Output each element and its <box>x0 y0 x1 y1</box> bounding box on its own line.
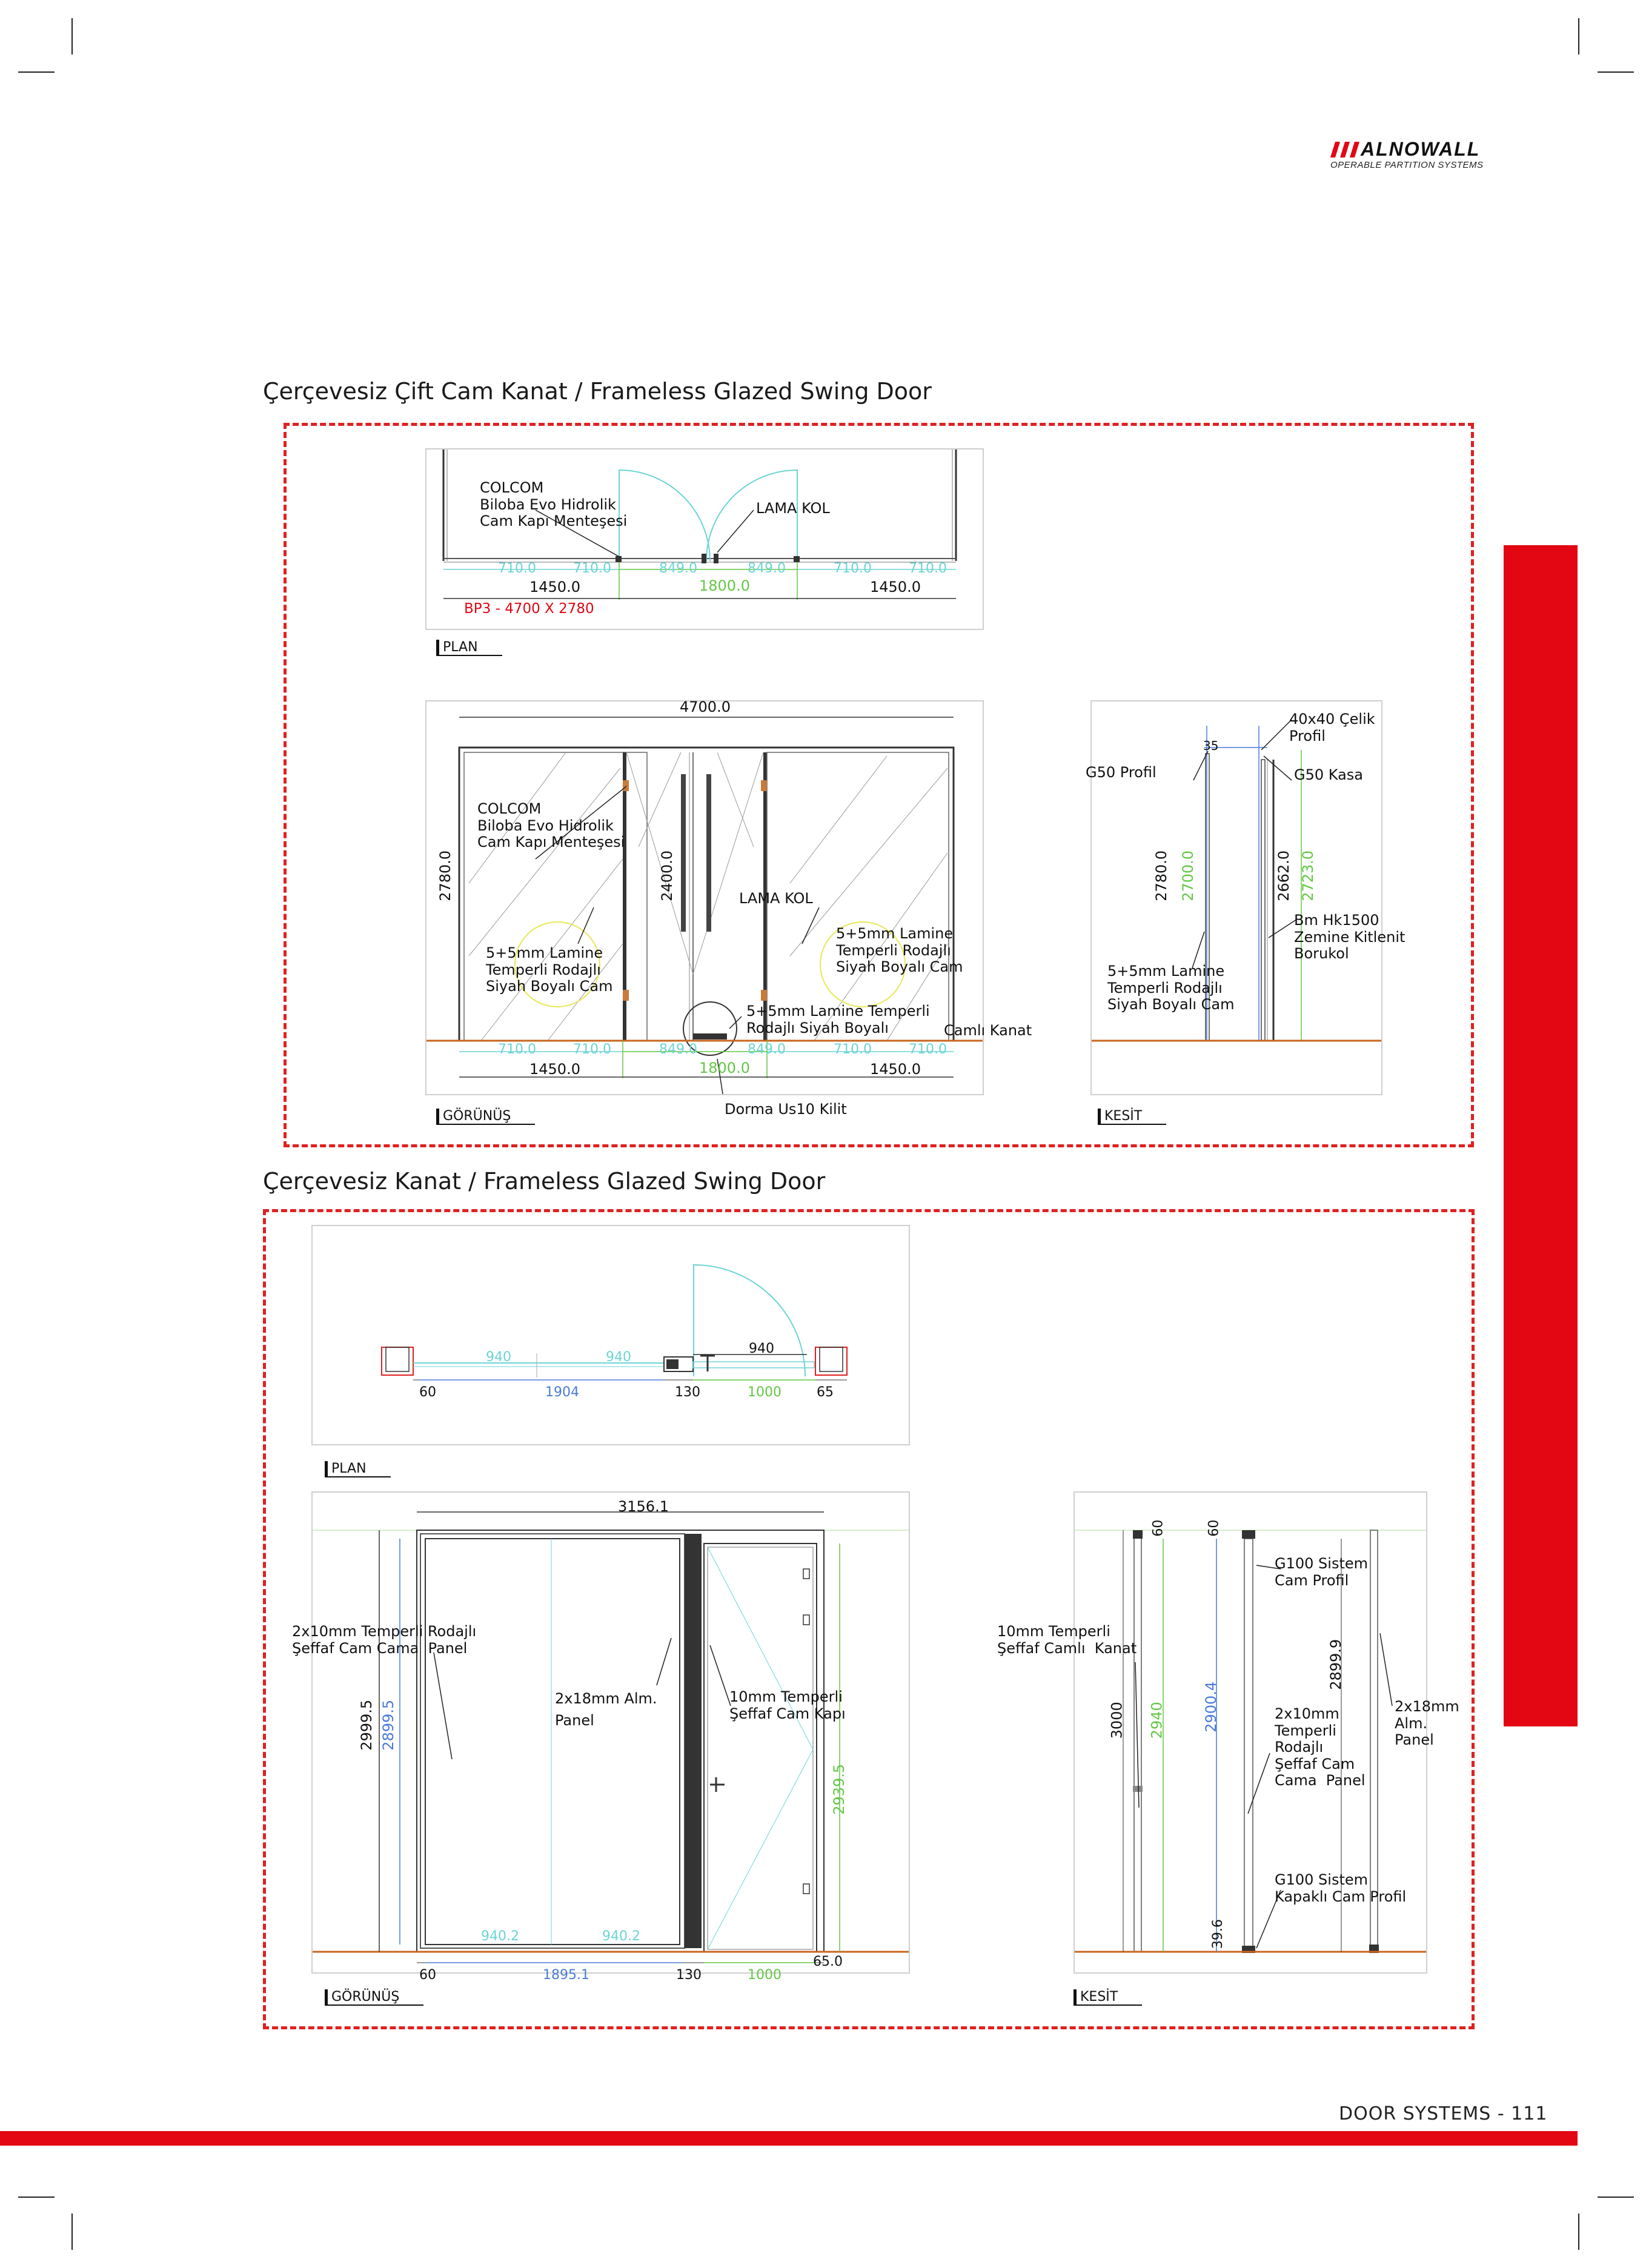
section2-elev-door-note: 10mm Temperli Şeffaf Cam Kapı <box>729 1688 846 1722</box>
section1-kesit-h1: 2780.0 <box>1153 850 1170 901</box>
section1-plan-dim-bottom-3: 1450.0 <box>870 579 921 595</box>
section2-kesit-t1: 60 <box>1150 1519 1166 1537</box>
section2-kesit-t2: 60 <box>1206 1519 1222 1537</box>
section2-elev-alm-note: 2x18mm Alm. Panel <box>555 1690 657 1729</box>
footer-page-label: DOOR SYSTEMS - 111 <box>1339 2103 1548 2124</box>
section1-plan-dim-top-1: 710.0 <box>498 561 536 576</box>
section1-elev-glass-right: 5+5mm Lamine Temperli Rodajlı Siyah Boyalı Cam <box>836 925 963 976</box>
section2-elevation-label: GÖRÜNÜŞ <box>325 1989 423 2006</box>
section1-elev-dim-bottom-2: 1800.0 <box>699 1059 750 1076</box>
logo-tagline: OPERABLE PARTITION SYSTEMS <box>1330 160 1484 170</box>
section2-elev-dim-bottom-3: 130 <box>676 1968 702 1983</box>
section1-elev-dim-top-5: 710.0 <box>834 1042 872 1057</box>
section1-plan-dim-top-3: 849.0 <box>659 561 697 576</box>
section1-kesit-lock-note: Bm Hk1500 Zemine Kitlenit Borukol <box>1294 912 1405 963</box>
section2-plan-dim-top-3: 940 <box>749 1341 774 1356</box>
section2-title: Çerçevesiz Kanat / Frameless Glazed Swing Door <box>263 1168 826 1195</box>
section1-plan-dim-bottom-1: 1450.0 <box>529 579 580 595</box>
section1-kesit-h2: 2700.0 <box>1180 850 1197 901</box>
section2-elev-dim-bottom-2: 1895.1 <box>543 1968 589 1983</box>
section2-kesit-h-c: 2900.4 <box>1203 1681 1220 1732</box>
crop-mark-tl-h <box>18 71 55 73</box>
section2-plan-dim-bottom-3: 130 <box>675 1385 700 1400</box>
section2-kesit-h-a: 3000 <box>1108 1702 1126 1739</box>
section1-plan-panel <box>425 448 984 630</box>
section2-plan-drawing <box>313 1226 909 1444</box>
section1-elev-glass-door: 5+5mm Lamine Temperli Rodajlı Siyah Boyalı <box>746 1003 930 1036</box>
section2-elev-dim-bottom-1: 60 <box>419 1968 436 1983</box>
section1-elev-dim-top-1: 710.0 <box>498 1042 536 1057</box>
section2-kesit-leaf-note: 10mm Temperli Şeffaf Camlı Kanat <box>997 1623 1137 1657</box>
crop-mark-tr-h <box>1598 71 1634 73</box>
section1-section-panel <box>1086 700 1405 1095</box>
section2-elev-overall-width: 3156.1 <box>618 1498 669 1515</box>
section1-section-label: KESİT <box>1098 1109 1166 1125</box>
section1-elev-glass-left: 5+5mm Lamine Temperli Rodajlı Siyah Boyalı Cam <box>486 944 613 995</box>
section1-plan-dim-top-2: 710.0 <box>573 561 611 576</box>
section2-elev-h-door: 2939.5 <box>831 1763 848 1815</box>
section1-elev-hinge-note: COLCOM Biloba Evo Hidrolik Cam Kapı Menteşesi <box>477 800 625 851</box>
section2-section-label: KESİT <box>1074 1989 1142 2006</box>
section1-elevation-panel <box>425 698 1032 1095</box>
section2-elev-h-inner: 2899.5 <box>380 1699 397 1751</box>
section2-elev-panel-note: 2x10mm Temperli Rodajlı Şeffaf Cam Cama Panel <box>292 1623 477 1657</box>
section2-elevation-drawing <box>313 1493 909 1972</box>
section1-elev-dim-top-2: 710.0 <box>573 1042 611 1057</box>
crop-mark-tr-v <box>1578 18 1579 55</box>
section2-plan-panel <box>311 1225 910 1445</box>
crop-mark-br-v <box>1578 2213 1579 2250</box>
section1-kesit-glass-note: 5+5mm Lamine Temperli Rodajlı Siyah Boyalı Cam <box>1107 963 1235 1013</box>
section2-elevation-panel <box>292 1491 910 1983</box>
crop-mark-bl-v <box>71 2213 73 2250</box>
section2-plan-dim-top-1: 940 <box>486 1350 511 1365</box>
logo-name: ALNOWALL <box>1361 138 1481 160</box>
section2-plan-dim-bottom-2: 1904 <box>545 1385 579 1400</box>
crop-mark-tl-v <box>71 18 73 55</box>
logo-stripes-icon <box>1327 141 1363 159</box>
section2-kesit-h-d: 2899.9 <box>1327 1639 1345 1690</box>
section2-plan-dim-top-2: 940 <box>606 1350 631 1365</box>
section1-elev-overall-width: 4700.0 <box>680 698 731 715</box>
section2-kesit-b1: 39.6 <box>1210 1919 1226 1949</box>
section1-kesit-h3: 2662.0 <box>1275 850 1293 901</box>
section1-plan-dim-top-6: 710.0 <box>909 561 947 576</box>
section1-kesit-g50-profile: G50 Profil <box>1086 764 1157 781</box>
section1-elev-leaf-note: Camlı Kanat <box>944 1022 1032 1039</box>
section1-plan-dim-top-5: 710.0 <box>834 561 872 576</box>
section1-elev-dim-bottom-3: 1450.0 <box>870 1061 921 1078</box>
section2-elev-dim-bottom-4: 1000 <box>748 1968 782 1983</box>
crop-mark-br-h <box>1598 2197 1634 2198</box>
section1-elev-height-left: 2780.0 <box>437 850 454 901</box>
section1-plan-code: BP3 - 4700 X 2780 <box>464 601 594 617</box>
section1-plan-handle-note: LAMA KOL <box>756 500 830 517</box>
crop-mark-bl-h <box>18 2197 55 2198</box>
brand-logo <box>1327 138 1508 174</box>
section1-elev-handle-note: LAMA KOL <box>739 890 813 907</box>
section2-kesit-alm-note: 2x18mm Alm. Panel <box>1395 1698 1459 1749</box>
section2-kesit-panel-note: 2x10mm Temperli Rodajlı Şeffaf Cam Cama Panel <box>1275 1705 1366 1789</box>
section1-elev-dim-bottom-1: 1450.0 <box>529 1061 580 1078</box>
section1-plan-hinge-note: COLCOM Biloba Evo Hidrolik Cam Kapı Menteşesi <box>480 479 628 530</box>
section2-plan-label: PLAN <box>325 1461 391 1477</box>
section1-kesit-g50-frame: G50 Kasa <box>1294 766 1363 783</box>
section2-kesit-g100-bottom: G100 Sistem Kapaklı Cam Profil <box>1275 1871 1407 1905</box>
section1-elev-dim-top-4: 849.0 <box>748 1042 786 1057</box>
section1-elevation-label: GÖRÜNÜŞ <box>436 1109 535 1125</box>
section2-elev-dim-inner-1: 940.2 <box>481 1929 519 1944</box>
section1-kesit-h4: 2723.0 <box>1299 850 1317 901</box>
section1-plan-dim-bottom-2: 1800.0 <box>699 577 750 594</box>
section2-kesit-h-b: 2940 <box>1148 1702 1166 1739</box>
section2-plan-dim-bottom-1: 60 <box>419 1385 436 1400</box>
section1-elev-door-height: 2400.0 <box>659 850 676 901</box>
section2-section-panel <box>997 1491 1459 1974</box>
section1-elev-lock-note: Dorma Us10 Kilit <box>725 1101 847 1118</box>
footer-red-bar <box>0 2131 1578 2146</box>
section2-kesit-g100-top: G100 Sistem Cam Profil <box>1275 1555 1368 1589</box>
section1-elev-dim-top-3: 849.0 <box>659 1042 697 1057</box>
section1-elev-dim-top-6: 710.0 <box>909 1042 947 1057</box>
section1-kesit-profile-note: 40x40 Çelik Profil <box>1289 711 1375 744</box>
section1-kesit-tag: 35 <box>1203 738 1219 753</box>
section1-plan-dim-top-4: 849.0 <box>748 561 786 576</box>
section1-plan-label: PLAN <box>436 640 502 656</box>
side-accent-bar <box>1504 545 1578 1726</box>
section1-section-drawing <box>1092 701 1381 1094</box>
section2-plan-dim-bottom-5: 65 <box>817 1385 834 1400</box>
section2-elev-dim-inner-2: 940.2 <box>602 1929 640 1944</box>
section1-title: Çerçevesiz Çift Cam Kanat / Frameless Glazed Swing Door <box>263 378 932 405</box>
section2-elev-dim-bottom-5: 65.0 <box>813 1954 843 1969</box>
section2-elev-h-outer: 2999.5 <box>358 1699 376 1751</box>
section2-plan-dim-bottom-4: 1000 <box>748 1385 782 1400</box>
